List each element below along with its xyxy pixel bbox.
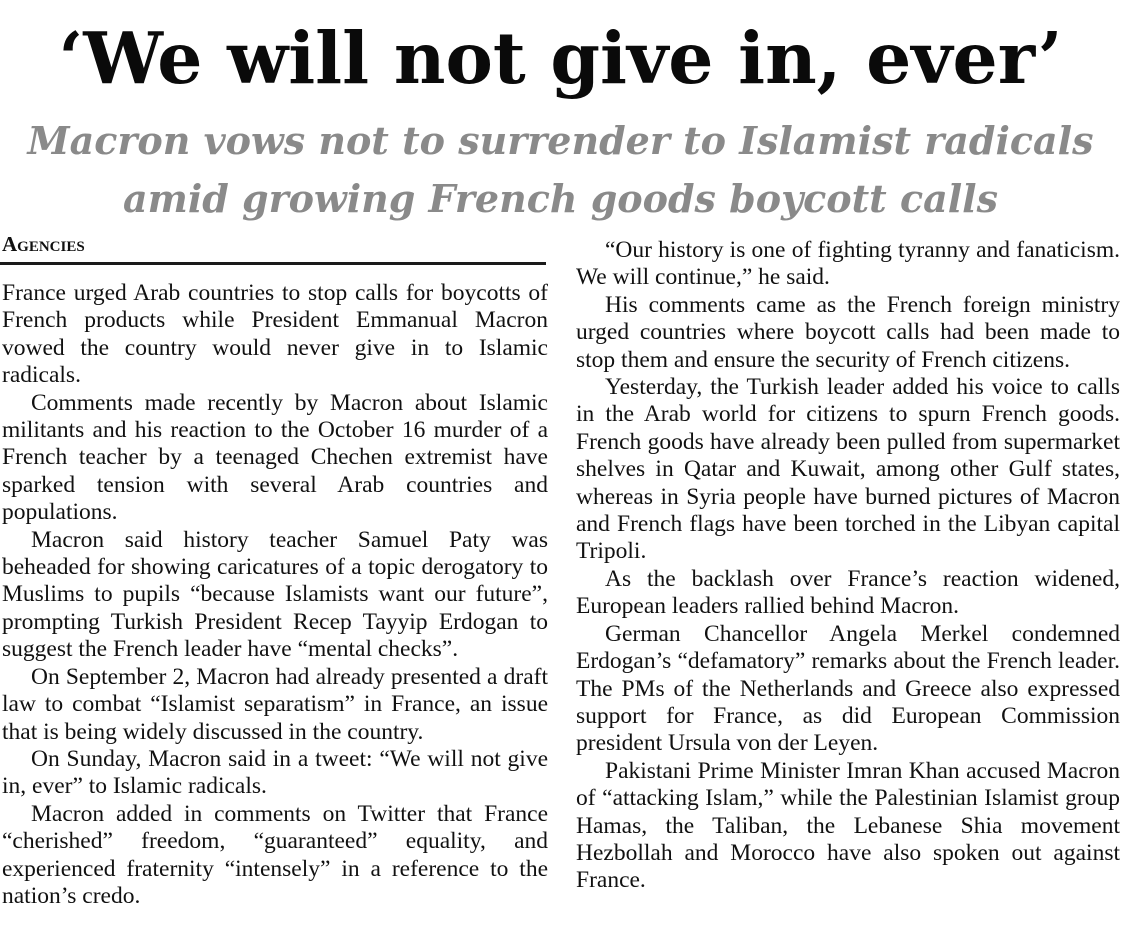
subheadline-line-1: Macron vows not to surrender to Islamist radicals xyxy=(27,118,1094,163)
paragraph: France urged Arab countries to stop calls for boycotts of French products while President Emmanual Macron vowed the country would never give in to Islamic radicals. xyxy=(2,280,548,389)
paragraph: German Chancellor Angela Merkel condemned Erdogan’s “defamatory” remarks about the French leader. The PMs of the Netherlands and Greece also expressed support for France, as did European Commission president Ursula von der Leyen. xyxy=(576,620,1120,757)
subheadline-line-2: amid growing French goods boycott calls xyxy=(122,176,998,221)
paragraph: Macron added in comments on Twitter that France “cherished” freedom, “guaranteed” equality, and experienced fraternity “intensely” in a reference to the nation’s credo. xyxy=(2,800,548,909)
paragraph: His comments came as the French foreign ministry urged countries where boycott calls had been made to stop them and ensure the security of French citizens. xyxy=(576,291,1120,373)
paragraph: Pakistani Prime Minister Imran Khan accused Macron of “attacking Islam,” while the Palestinian Islamist group Hamas, the Taliban, the Lebanese Shia movement Hezbollah and Morocco have also spoken out against France. xyxy=(576,757,1120,894)
paragraph: “Our history is one of fighting tyranny and fanaticism. We will continue,” he said. xyxy=(576,237,1120,291)
left-column xyxy=(2,280,548,910)
paragraph: On Sunday, Macron said in a tweet: “We will not give in, ever” to Islamic radicals. xyxy=(2,745,548,800)
headline: ‘We will not give in, ever’ xyxy=(58,16,1063,100)
paragraph: On September 2, Macron had already presented a draft law to combat “Islamist separatism” in France, an issue that is being widely discussed in the country. xyxy=(2,663,548,745)
byline: Agencies xyxy=(2,232,85,256)
paragraph: Yesterday, the Turkish leader added his voice to calls in the Arab world for citizens to spurn French goods. French goods have already been pulled from supermarket shelves in Qatar and Kuwait, among other Gulf states, whereas in Syria people have burned pictures of Macron and French flags have been torched in the Libyan capital Tripoli. xyxy=(576,374,1120,565)
byline-divider xyxy=(0,262,546,265)
paragraph: Comments made recently by Macron about Islamic militants and his reaction to the October 16 murder of a French teacher by a teenaged Chechen extremist have sparked tension with several Arab countries and populations. xyxy=(2,389,548,526)
right-column xyxy=(576,237,1120,895)
paragraph: As the backlash over France’s reaction widened, European leaders rallied behind Macron. xyxy=(576,565,1120,620)
subheadline xyxy=(0,112,1121,228)
paragraph: Macron said history teacher Samuel Paty was beheaded for showing caricatures of a topic derogatory to Muslims to pupils “because Islamists want our future”, prompting Turkish President Recep Tayyip Erdogan to suggest the French leader have “mental checks”. xyxy=(2,526,548,663)
